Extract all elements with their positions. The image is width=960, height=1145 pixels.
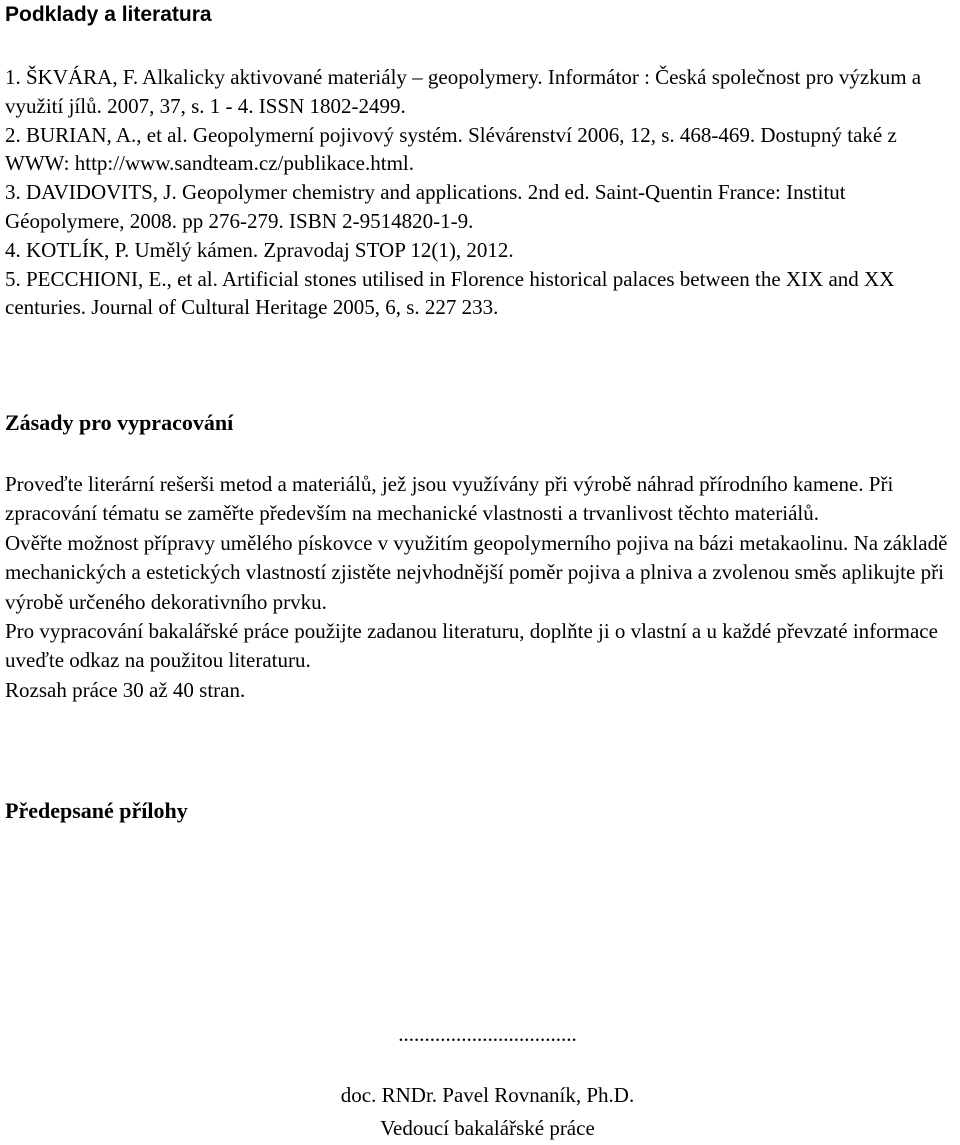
principles-text <box>5 470 955 705</box>
reference-list <box>5 63 955 322</box>
reference-item: 4. KOTLÍK, P. Umělý kámen. Zpravodaj STOP 12(1), 2012. <box>5 237 514 262</box>
reference-item: 2. BURIAN, A., et al. Geopolymerní pojivový systém. Slévárenství 2006, 12, s. 468-469. Dostupný také z WWW: http://www.sandteam.cz/publikace.html. <box>5 122 897 176</box>
supervisor-role: Vedoucí bakalářské práce <box>380 1116 595 1140</box>
principles-paragraph: Rozsah práce 30 až 40 stran. <box>5 677 246 702</box>
principles-paragraph: Pro vypracování bakalářské práce použijte zadanou literaturu, doplňte ji o vlastní a u každé převzaté informace uveďte odkaz na použitou literaturu. <box>5 619 938 673</box>
attachments-heading: Předepsané přílohy <box>5 798 188 823</box>
signature-line: .................................. <box>398 1022 577 1046</box>
supervisor-name: doc. RNDr. Pavel Rovnaník, Ph.D. <box>340 1083 635 1107</box>
reference-item: 3. DAVIDOVITS, J. Geopolymer chemistry and applications. 2nd ed. Saint-Quentin France: Institut Géopolymere, 2008. pp 276-279. ISBN 2-9514820-1-9. <box>5 180 846 233</box>
literature-heading: Podklady a literatura <box>5 3 212 26</box>
principles-paragraph: Ověřte možnost přípravy umělého pískovce v využitím geopolymerního pojiva na bázi metakaolinu. Na základě mechanických a estetických vlastností zjistěte nejvhodnější poměr pojiva a plniva a zvolenou směs aplikujte při výrobě určeného dekorativního prvku. <box>5 530 948 614</box>
reference-item: 1. ŠKVÁRA, F. Alkalicky aktivované materiály – geopolymery. Informátor : Česká společnost pro výzkum a využití jílů. 2007, 37, s. 1 - 4. ISSN 1802-2499. <box>5 65 922 118</box>
reference-item: 5. PECCHIONI, E., et al. Artificial stones utilised in Florence historical palaces between the XIX and XX centuries. Journal of Cultural Heritage 2005, 6, s. 227 233. <box>5 266 895 320</box>
principles-paragraph: Proveďte literární rešerši metod a materiálů, jež jsou využívány při výrobě náhrad přírodního kamene. Při zpracování tématu se zaměřte především na mechanické vlastnosti a trvanlivost těchto materiálů. <box>5 472 894 526</box>
principles-heading: Zásady pro vypracování <box>5 410 234 435</box>
